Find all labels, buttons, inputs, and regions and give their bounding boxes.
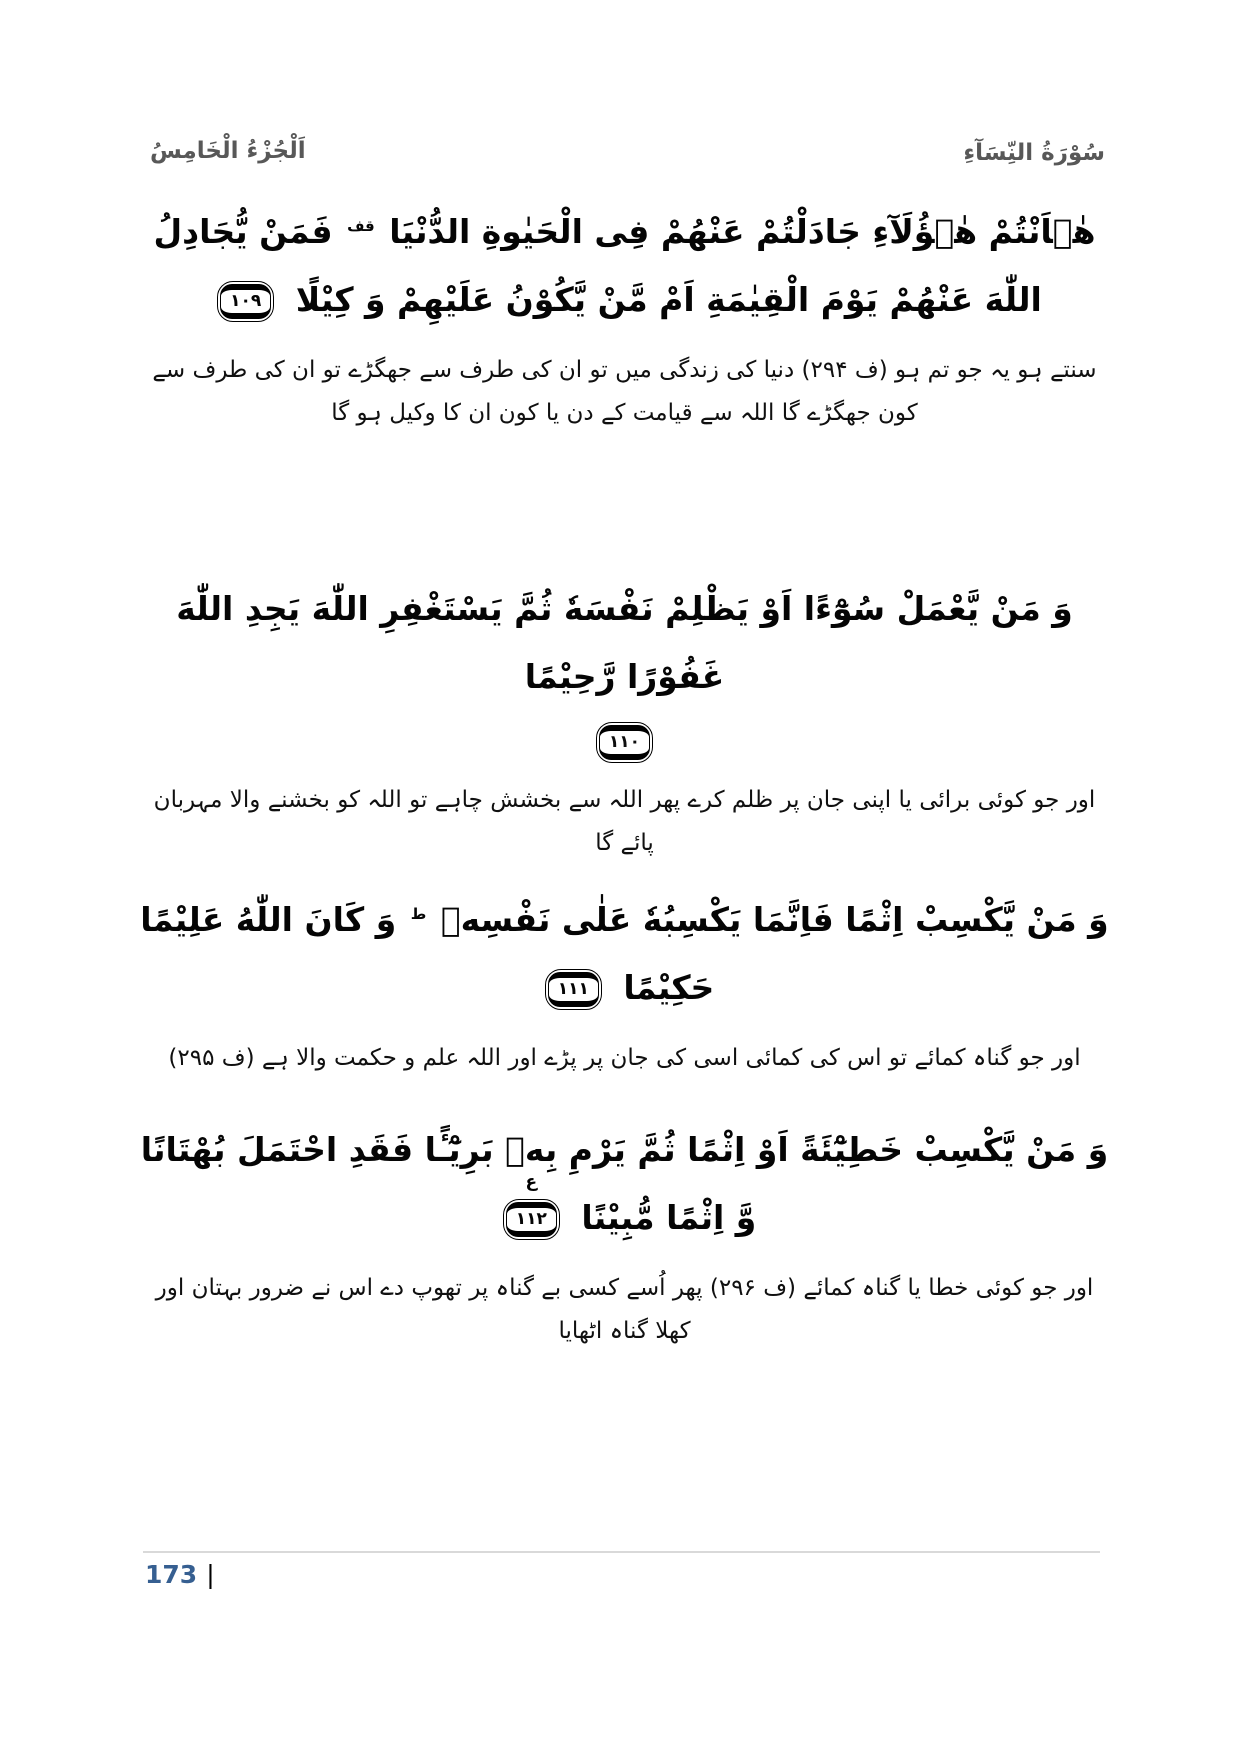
- footer-divider: [143, 1551, 1100, 1553]
- urdu-translation-111: اور جو گناہ کمائے تو اس کی کمائی اسی کی جان پر پڑے اور اللہ علم و حکمت والا ہے (ف ۲۹۵): [168, 1045, 1081, 1072]
- urdu-translation-110: اور جو کوئی برائی یا اپنی جان پر ظلم کرے پھر اللہ سے بخشش چاہے تو اللہ کو بخشنے والا مہربان پائے گا: [153, 787, 1096, 856]
- ayah-number: ١١٢: [506, 1202, 557, 1237]
- juz-title-calligraphy: اَلْجُزْءُ الْخَامِسُ: [150, 138, 306, 164]
- ayah-number-ornament: [503, 1171, 560, 1240]
- arabic-text-before-waqf: هٰۤاَنْتُمْ هٰۤؤُلَآءِ جَادَلْتُمْ عَنْهُمْ فِی الْحَیٰوةِ الدُّنْیَا: [389, 212, 1096, 251]
- arabic-text-after-waqf: وَ كَانَ اللّٰهُ عَلِیْمًا حَكِیْمًا: [140, 900, 715, 1007]
- urdu-translation-112: اور جو کوئی خطا یا گناہ کمائے (ف ۲۹۶) پھر اُسے کسی بے گناہ پر تھوپ دے اس نے ضرور بہتان اور کھلا گناہ اٹھایا: [155, 1275, 1094, 1344]
- arabic-verse-112: [138, 1116, 1111, 1251]
- ayah-number: ١١١: [548, 972, 599, 1007]
- verse-block-109: [138, 198, 1111, 434]
- ayah-number: ١١٠: [599, 725, 650, 760]
- arabic-text: وَ مَنْ یَّكْسِبْ خَطِیْٓئَةً اَوْ اِثْمًا ثُمَّ یَرْمِ بِهٖ بَرِیْٓـًٔا فَقَدِ احْتَمَلَ بُهْتَانًا وَّ اِثْمًا مُّبِیْنًا: [140, 1130, 1109, 1237]
- page-number-value: 173: [145, 1560, 198, 1589]
- page-number: [145, 1560, 215, 1589]
- waqf-mark: قف: [347, 217, 375, 235]
- ayah-number-ornament: [217, 281, 274, 322]
- verse-block-110: [138, 575, 1111, 864]
- waqf-mark: ط: [410, 905, 427, 923]
- page-number-separator: |: [206, 1560, 215, 1589]
- arabic-verse-109: [138, 198, 1111, 333]
- ruku-mark: ع: [525, 1171, 538, 1192]
- verse-block-111: [138, 886, 1111, 1080]
- ayah-number: ١٠٩: [220, 284, 271, 319]
- verse-block-112: [138, 1116, 1111, 1352]
- arabic-text-before-waqf: وَ مَنْ یَّكْسِبْ اِثْمًا فَاِنَّمَا یَكْسِبُهٗ عَلٰی نَفْسِهٖ: [440, 900, 1109, 939]
- arabic-text-after-waqf: فَمَنْ یُّجَادِلُ اللّٰهَ عَنْهُمْ یَوْمَ الْقِیٰمَةِ اَمْ مَّنْ یَّكُوْنُ عَلَیْهِمْ وَ كِیْلًا: [153, 212, 1042, 319]
- ayah-number-ornament: [545, 969, 602, 1010]
- arabic-verse-110: وَ مَنْ یَّعْمَلْ سُوْٓءًا اَوْ یَظْلِمْ نَفْسَهٗ ثُمَّ یَسْتَغْفِرِ اللّٰهَ یَجِدِ اللّٰهَ غَفُوْرًا رَّحِیْمًا: [176, 589, 1073, 696]
- ayah-number-line: [138, 722, 1111, 763]
- ayah-number-ornament: [596, 722, 653, 763]
- arabic-verse-111: [138, 886, 1111, 1021]
- urdu-translation-109: سنتے ہو یہ جو تم ہو (ف ۲۹۴) دنیا کی زندگی میں تو ان کی طرف سے جھگڑے تو ان کی طرف سے کون جھگڑے گا اللہ سے قیامت کے دن یا کون ان کا وکیل ہو گا: [152, 357, 1097, 426]
- surah-title-calligraphy: سُوْرَةُ النِّسَآءِ: [963, 140, 1105, 166]
